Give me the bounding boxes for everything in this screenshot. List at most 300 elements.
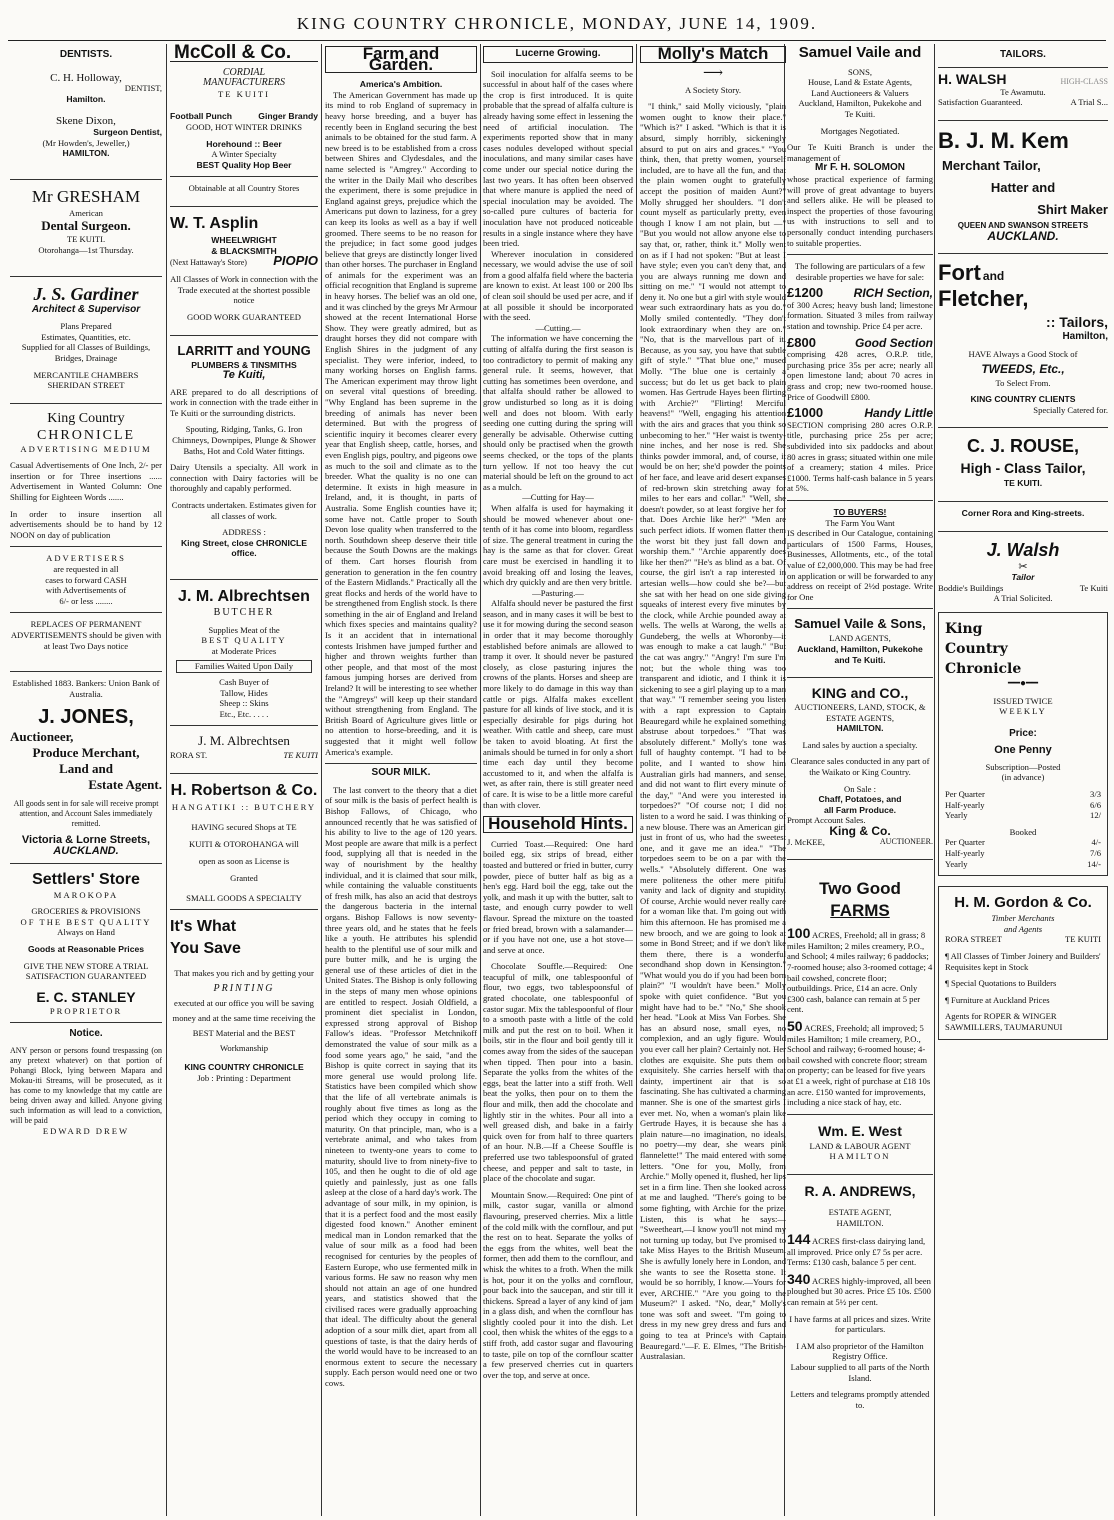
ad-line: Estate Agent. — [88, 777, 162, 793]
masthead-rule — [8, 40, 1106, 41]
ad-line: A Trial S... — [1070, 97, 1108, 108]
ad-line: all Farm Produce. — [823, 804, 897, 815]
ad-line: QUEEN AND SWANSON STREETS — [957, 220, 1089, 230]
ad-line: Always on Hand — [57, 927, 115, 938]
ad-line: SONS, — [847, 66, 873, 77]
ad-line: CORDIAL — [222, 66, 266, 78]
article-body: Curried Toast.—Required: One hard boiled egg, six strips of bread, either toasted and buttered or fried in butter, curry powder, piece of butter half as big as a hen's egg. Hard boil the egg, take out the yolk, and mash it up with the butter, salt to taste, and enough curry powder to well flavour. Spread the mixture on the toasted or fried bread, brown with a salamander—or if you have not one, use a hot stove—and serve at once. — [483, 838, 633, 955]
advertiser-name: J. Walsh — [986, 539, 1060, 560]
ad-line: American — [69, 207, 103, 218]
advertiser-name: Settlers' Store — [32, 870, 140, 888]
ad-line: AUCKLAND. — [53, 844, 119, 857]
ad-notice — [10, 1022, 162, 1136]
ad-line: and Te Kuiti. — [834, 654, 886, 665]
ad-line: PLUMBERS & TINSMITHS — [191, 359, 297, 370]
ad-kc-chronicle-subscription — [938, 612, 1108, 876]
article-heading: Molly's Match — [640, 46, 786, 63]
ad-fort-fletcher — [938, 253, 1108, 415]
ad-line: AUCKLAND. — [987, 228, 1059, 243]
ad-line: Otorohanga—1st Thursday. — [38, 244, 134, 255]
ad-line: ADDRESS : — [222, 527, 266, 538]
property-listing — [787, 405, 933, 494]
ad-line: (in advance) — [1001, 772, 1045, 783]
ad-line: Estimates, Quantities, etc. — [41, 331, 131, 342]
table-cell: Half-yearly — [945, 848, 985, 859]
advertiser-name: H. Robertson & Co. — [170, 781, 318, 799]
ad-line: HAVE Always a Good Stock of — [968, 348, 1078, 359]
ad-line: Hatter and — [990, 179, 1056, 195]
ad-line: Subscription—Posted — [985, 761, 1061, 772]
ad-line: BEST Quality Hop Beer — [196, 159, 292, 170]
column-7 — [938, 44, 1108, 1516]
ad-line: King Country — [47, 410, 125, 426]
ad-body: whose practical experience of farming will prove of great advantage to buyers and sellers alike. He will be pleased to inspect the properties of those favouring us with instructions to sell and to personally conduct intending purchasers to suitable properties. — [787, 173, 933, 248]
table-cell: Yearly — [945, 858, 968, 869]
table-cell: 4/- — [1091, 837, 1101, 848]
ad-line: Specially Catered for. — [1033, 404, 1108, 415]
ad-line: Tailor — [1011, 572, 1035, 583]
ad-line: Auckland, Hamilton, Pukekohe and — [798, 98, 922, 109]
ad-line: PRINTING — [213, 983, 275, 995]
article-heading: Lucerne Growing. — [483, 46, 633, 63]
advertiser-name: Samuel Vaile and — [798, 44, 922, 61]
ad-line: One Penny — [994, 744, 1052, 757]
ad-body: I have farms at all prices and sizes. Write for particulars. — [789, 1313, 931, 1335]
ad-line: GOOD, HOT WINTER DRINKS — [185, 121, 303, 132]
advertiser-name: LARRITT and YOUNG — [177, 342, 311, 358]
advertiser-name: Skene Dixon, — [56, 115, 116, 128]
column-rule — [636, 44, 637, 1516]
ad-body: ¶ All Classes of Timber Joinery and Builders' Requisites kept in Stock — [945, 951, 1101, 972]
advertiser-name: Wm. E. West — [818, 1122, 902, 1139]
ad-line: On Sale : — [844, 783, 876, 794]
listing-price: £800 — [787, 334, 816, 350]
ad-gardiner — [10, 276, 162, 391]
ad-line: HAMILTON. — [62, 148, 110, 159]
ad-line: Booked — [1009, 826, 1037, 837]
property-listing — [787, 1270, 933, 1308]
ad-line: Plans Prepared — [60, 321, 112, 332]
ad-gordon — [938, 886, 1108, 1039]
ad-line: Mr F. H. SOLOMON — [815, 162, 905, 174]
listing-body: ACRES first-class dairying land, all improved. Price only £7 5s per acre. Terms: £130 cash, balance 5 per cent. — [787, 1236, 926, 1268]
ad-line: (Mr Howden's, Jeweller,) — [42, 137, 130, 148]
ad-line: Te Kuiti — [1079, 582, 1108, 593]
ad-body: HAVING secured Shops at TE KUITI & OTOROHANGA will open as soon as License is Granted — [189, 821, 299, 883]
ad-line: SATISFACTION GUARANTEED — [25, 971, 147, 982]
ad-line: Land and — [59, 761, 113, 777]
ad-line: & BLACKSMITH — [211, 245, 277, 256]
ad-line: House, Land & Estate Agents, — [807, 77, 913, 88]
ad-line: HIGH-CLASS — [1060, 76, 1108, 86]
ad-line: PIOPIO — [273, 253, 318, 269]
ad-line: WEEKLY — [999, 706, 1047, 717]
ad-line: OF THE BEST QUALITY — [20, 916, 152, 927]
table-cell: Per Quarter — [945, 789, 985, 800]
property-listing — [787, 285, 933, 332]
article-subheading: A Society Story. — [684, 84, 742, 95]
listing-price: 340 — [787, 1270, 811, 1287]
advertiser-name: R. A. ANDREWS, — [804, 1182, 916, 1199]
advertiser-name: McColl & Co. — [170, 46, 318, 62]
column-6 — [787, 44, 933, 1516]
table-row — [945, 848, 1101, 859]
ad-line: Obtainable at all Country Stores — [170, 176, 318, 194]
ad-line: The Farm You Want — [825, 517, 895, 528]
ad-line: Two Good — [819, 879, 901, 899]
column-4 — [483, 44, 633, 1516]
ad-larritt — [170, 335, 318, 560]
ad-line: ADVERTISING MEDIUM — [20, 443, 152, 454]
ad-settlers-store — [10, 863, 162, 1017]
article-subheading: America's Ambition. — [359, 79, 443, 90]
ad-line: Timber Merchants — [991, 913, 1055, 924]
advertiser-name: J. M. Albrechtsen — [178, 588, 310, 605]
ad-line: Boddie's Buildings — [938, 582, 1004, 593]
ad-line: Supplies Meat of the — [208, 624, 280, 635]
ad-line: King Street, close CHRONICLE office. — [180, 537, 308, 559]
article-heading: SOUR MILK. — [325, 763, 477, 779]
ad-body: ARE prepared to do all descriptions of work in connection with the trade either in Te Kuiti or the surrounding districts. — [170, 386, 318, 418]
advertiser-name: C. H. Holloway, — [50, 71, 122, 84]
ad-line: GIVE THE NEW STORE A TRIAL — [23, 960, 149, 971]
ad-line: Horehound :: Beer — [206, 138, 282, 149]
listing-title: Good Section — [855, 335, 933, 350]
ad-line: WHEELWRIGHT — [211, 234, 277, 245]
table-cell: Half-yearly — [945, 799, 985, 810]
ad-body: The following are particulars of a few desirable properties we have for sale: — [787, 254, 933, 282]
ad-line: TWEEDS, Etc., — [981, 361, 1065, 376]
ad-gresham — [10, 179, 162, 256]
ad-body: Spouting, Ridging, Tanks, G. Iron Chimneys, Downpipes, Plunge & Shower Baths, Hot and Cold Water fittings. — [172, 424, 316, 456]
ad-line: Land Auctioneers & Valuers — [811, 87, 909, 98]
ad-line: A Trial Solicited. — [993, 593, 1053, 604]
ad-body: ¶ Furniture at Auckland Prices — [945, 994, 1050, 1005]
ad-line: Produce Merchant, — [32, 745, 140, 761]
property-listing — [787, 1017, 933, 1108]
advertiser-name: Fletcher, — [938, 286, 1029, 312]
ad-line: MERCANTILE CHAMBERS — [33, 369, 139, 380]
ad-line-pair — [938, 70, 1108, 87]
ad-line: Price: — [1009, 727, 1037, 739]
ad-line: ADVERTISERS — [46, 553, 126, 564]
ad-advertisers — [10, 546, 162, 606]
listing-price: 50 — [787, 1017, 803, 1034]
property-listing — [787, 925, 933, 1015]
table-cell: 12/ — [1090, 810, 1101, 821]
listing-body: of 300 Acres; heavy bush land; limestone formation. Situated 3 miles from railway station and township. Price £4 per acre. — [787, 299, 933, 332]
ad-line: AUCTIONEER. — [879, 836, 933, 846]
ad-body: Our Te Kuiti Branch is under the management of — [787, 142, 933, 163]
table-cell: 6/6 — [1090, 799, 1101, 810]
ad-body: Dairy Utensils a specialty. All work in connection with Dairy factories will be thoroughly and capably performed. — [170, 462, 318, 494]
ad-west — [787, 1114, 933, 1162]
ad-line: LAND AGENTS, — [829, 633, 891, 644]
ad-line: at Moderate Prices — [211, 645, 277, 656]
ad-line-pair — [170, 111, 318, 122]
ad-line: and — [982, 269, 1005, 284]
article-body: When alfalfa is used for haymaking it should be mowed whenever about one-tenth of it has come into bloom, regardless of size. The general treatment in curing the hay is the same as that for clover. Great care must be exercised in handling it to avoid breaking off and losing the leaves, which dry quickly and are then very brittle. — [483, 502, 633, 588]
ad-line: Cash Buyer of — [219, 676, 269, 687]
ad-body: All goods sent in for sale will receive prompt attention, and Account Sales immediately remitted. — [13, 799, 159, 829]
ad-line-pair — [170, 750, 318, 761]
article-heading: Farm and Garden. — [325, 46, 477, 73]
ad-line: Notice. — [69, 1028, 103, 1040]
scissors-icon: ✂ — [1018, 560, 1028, 573]
ad-line: E. C. STANLEY — [36, 988, 136, 1005]
ad-line: LAND & LABOUR AGENT — [809, 1140, 911, 1151]
ad-jones — [10, 671, 162, 856]
ad-line-pair — [938, 260, 1108, 286]
ad-line: with Advertisements of — [45, 585, 127, 596]
ad-line: J. McKEE, — [787, 836, 825, 847]
ad-line: You Save — [170, 940, 241, 958]
ad-line: GOOD WORK GUARANTEED — [187, 311, 301, 322]
ad-body: Casual Advertisements of One Inch, 2/- per insertion or for Three insertions ...... Advertisement in Wanted Column: One Shilling for Eighteen Words ....... — [10, 460, 162, 503]
ad-line: Tallow, Hides — [220, 687, 268, 698]
article-body: Soil inoculation for alfalfa seems to be successful in about half of the cases where the crop is first introduced. It is quite probable that the spread of alfalfa culture is already having some effect in lessening the need of artificial inoculation. The experiments reported show that in many cases nodules developed without special inoculations, and many similar cases have come under our special notice during the last two years. It has often been observed that where manure is applied the need of special inoculation may be avoided. The so-called pure cultures of bacteria for inoculation have not produced noticeable results in a single instance where they have been tried. — [483, 68, 633, 249]
table-cell: Yearly — [945, 810, 968, 821]
listing-price: 144 — [787, 1231, 811, 1248]
ad-line: Shirt Maker — [1037, 201, 1108, 217]
ornament-icon: ⟶ — [702, 65, 724, 81]
ad-line: Victoria & Lorne Streets, — [21, 834, 151, 847]
ad-line: Te Awamutu. — [1000, 86, 1046, 97]
advertiser-name: J. M. Albrechtsen — [198, 733, 290, 749]
ad-line: RORA STREET — [945, 934, 1003, 945]
ad-line: 6/- or less ........ — [59, 595, 113, 606]
ad-line: and Agents — [1003, 923, 1043, 934]
ad-body: Clearance sales conducted in any part of the Waikato or King Country. — [790, 756, 930, 778]
column-rule — [480, 44, 481, 1516]
ad-line: Merchant Tailor, — [942, 157, 1041, 173]
ad-line: Auckland, Hamilton, Pukekohe — [797, 643, 923, 654]
article-body: The last convert to the theory that a diet of sour milk is the basis of perfect health is Bishop Fallows, of Chicago, who announced recently that he was satisfied of his ability to live to the age of 120 years. Most people are aware that milk is a perfect food, supplying all that is needed in the way of nourishment by the healthy individual, and it is claimed that sour milk, while containing the valuable constituents of fresh milk, has also an acid that destroys the dangerous bacteria in the internal organs. Bishop Fallows is now seventy-three years old, and he states that he feels like a youth. He attributes his splendid health to the plentiful use of sour milk and pure butter milk, and he is urging the general use of these articles of diet in the United States. The Bishop is only following in the steps of many men whose opinions are entitled to respect. Josiah Oldfield, a prominent diet specialist in London, expressed strong approval of Bishop Fallow's ideas. "Professor Metchnikoff demonstrated the value of sour milk as a food some years ago," he said, "and the Bishop is quite correct in saying that its more general use would prolong life. Statistics have been compiled which show that the life of all vertebrate animals is roughly about five times as long as the period which they occupy in coming to maturity. On that principle, man, who is a vertebrate animal, and who takes from nineteen to twenty-one years to come to maturity, should live to from ninety-five to 105, and then he ought to die of old age quietly and painlessly, just as one falls asleep at the close of a hard day's work. The advantage of sour milk, in my opinion, is that it is a perfect food and the most easily digested food known." Another eminent medical man in London remarked that the value of sour milk as a food had been recognised for centuries by the peoples of Eastern Europe, who use fermented milk in various forms. He saw no reason why men should not attain an age of one hundred years, and statistics showed that the civilised races were gradually approaching that ideal. The difficulty about the general adoption of a sour milk diet, apart from all questions of taste, is that the dairy herds of the world would have to be increased to an enormous extent to secure the necessary supply. Each person would need one or two cows. — [325, 784, 477, 1389]
column-1 — [10, 44, 162, 1516]
ad-two-good-farms — [787, 859, 933, 1108]
ad-body: IS described in Our Catalogue, containing particulars of 1500 Farms, Houses, Businesses, Allotments, etc., of the total value of £2,000,000. This may be had free on application or will be forwarded to any address on receipt of 2½d postage. Write for One — [787, 528, 933, 602]
advertiser-name: W. T. Asplin — [170, 214, 259, 232]
property-listing — [787, 1231, 933, 1268]
ad-line: are requested in all — [53, 564, 119, 575]
ad-albrechtsen — [170, 579, 318, 719]
listing-body: ACRES, Freehold; all improved; 5 miles Hamilton; 1 mile creamery, P.O., School and railway; 6-roomed house; 4-bail cowshed with concrete floor; stream on property; can be leased for five years at £1 a week, right of purchase at £18 10s an acre. £150 wanted for improvements, including a nice stack of hay, etc. — [787, 1022, 931, 1108]
ad-line: HAMILTON. — [836, 723, 884, 734]
ad-line: Te Kuiti, — [222, 369, 266, 382]
advertiser-name: B. J. M. Kem — [938, 127, 1069, 153]
ad-line: TE KUITI — [217, 88, 271, 99]
ad-kc-advertising — [10, 403, 162, 541]
column-2 — [170, 44, 318, 1516]
article-subheading: —Cutting for Hay— — [522, 492, 594, 503]
ad-line: AUCTIONEERS, LAND, STOCK, & ESTATE AGENTS, — [794, 702, 926, 723]
ad-line: Architect & Supervisor — [31, 303, 141, 315]
ad-line: Hamilton, — [1062, 331, 1108, 343]
ad-line: Corner Rora and King-streets. — [938, 501, 1108, 519]
column-5 — [640, 44, 786, 1516]
ad-line: HAMILTON. — [836, 1217, 884, 1228]
article-subheading: —Cutting.— — [535, 322, 581, 333]
ad-line: cases to forward CASH — [45, 574, 127, 585]
ad-line: Football Punch — [170, 111, 233, 122]
ad-line: SMALL GOODS A SPECIALTY — [186, 892, 302, 903]
ad-line: Goods at Reasonable Prices — [27, 943, 145, 954]
article-body: The information we have concerning the cutting of alfalfa during the first season is too contradictory to permit of making any general rule. It seems, however, that cutting has sometimes been overdone, and that alfalfa should rather be allowed to grow undisturbed so long as it is doing well and does not bloom. With early seeding one cutting during the spring will generally be advisable. Otherwise cutting should only be practised when the growth seems checked, or the tops of the plants turn yellow. If not too heavy the cut material should be left on the ground to act as a mulch. — [483, 333, 633, 492]
ad-line: TO BUYERS! — [787, 500, 933, 518]
ad-line: (Next Hattaway's Store) — [170, 258, 247, 268]
ad-line: SHERIDAN STREET — [47, 380, 125, 391]
ad-line: Job : Printing : Department — [197, 1072, 291, 1083]
table-row — [945, 837, 1101, 848]
ad-line: To Select From. — [995, 377, 1051, 388]
article-subheading: —Pasturing.— — [532, 587, 584, 598]
table-row — [945, 859, 1101, 870]
ad-body: Labour supplied to all parts of the North Island. — [790, 1362, 930, 1383]
subscription-table — [945, 837, 1101, 869]
subscription-table — [945, 789, 1101, 821]
article-body: "I think," said Molly viciously, "plain women ought to know their place." "Which is?" I asked. "Which is that it is absurd, simply horribly, sickeningly absurd to put on airs and graces." "You think, then, that pretty women, yourself included, are to have all the fun, and that the plain women ought to gratefully accept the position of maiden Aunt?" Molly shrugged her shoulders. "I don't count myself as particularly pretty, even though I know I am not plain, but —" "But you would not allow anyone else to say that, or, rather, think it." Molly went on as if I had not spoken: "But at least I have style; even you can't deny that, and you are always running me down and sitting on me." "I would not attempt to deny it. No one but a girl with style would wear such extraordinary hats as you do." Molly smiled contentedly. "They don't look extraordinary when they are on." "No, that is the marvellous part of it. Because, as you say, you have that subtle gift of style." "That blue one," mused Molly. "The blue one is certainly a success; but do let us get back to plain women. Has Gertrude Hayes been flirting with Archie?" "Flirting! Merciful heavens!" "Well, engaging his attention with the airs and graces that you think so unbecoming to her." "Her waist is twenty-nine inches, and her nose is red. She thinks powder immoral, and, of course, it would be on her; she'd powder the points of her face, and leave arid desert expanses of red-brown skin stretching away for miles to her ears and collar." "Well, she doesn't powder, so at least forgive her for that. Does Archie like her?" "Men are such perfect idiots. If women flatter them the worst bit they just fall down and worship them." "Archie apparently does like her then?" "He's as blind as a bat. Of course, the girl isn't a rap interested in artesian wells—how could she be?—but she sat with her head on one side giving squeaks of interest every five minutes by the clock, while Archie pounded away at wells. The wells at Warong, the wells at Gundeberg, the wells at Whoronby—it was enough to make a cat laugh." "But the cat was angry." "Angry! I'm sure I'm not; but the whole thing was too transparent and idiotic, and I think it is sickening to see a girl playing up to a man that way." "I remember seeing you listen with a rapt expression to Captain Beauregard while he explained something abstruse about torpedoes." "That was absolutely different." Molly's tone was full of haughty contempt. "I had to be polite, and I wanted to show him Australian girls had manners, and sense, and did not want to flirt every minute of the day," "And were you interested in torpedoes?" "Of course not; I did not listen to a word he said. I was thinking of a new blouse. There was an American girl just in front of us, who had the sweetest one, and it gave me an idea." "The torpedoes seem to be on a par with the wells." "Absolutely different. One was mere politeness the other mere pitiful vanity and lack of dignity and stupidity. Of course, Archie would never really care for a woman like that. I'm going out with him this afternoon. He has promised me a new brooch, and we are going to look at some in Bond Street; and if we don't like them there, there is a wonderful secondhand shop down in Kensington." "What would you do if you had been born plain?" "I wouldn't have been." Molly spoke with quiet confidence. "But you might have had to be." "No," She shook her head. "Look at Miss Van Forbes. She has an absurd nose, small eyes, no complexion, and an ugly figure. Would you ever call her plain? Certainly not. Her clothes are exquisite. She puts them on exquisitely. She carries herself with that dainty, impertinent air that is so fascinating. She has cultivated a charming manner. She is one of the smartest girls I ever met. No, when a woman's plain like Gertrude Hayes, it is because she has a plain nature—no imagination, no ideals, no poetry—my dear, she wears pink flannelette!" The maid entered with some letters. "One for you, Molly, from Archie." Molly opened it, flushed, her lips set in a firm line. Then she looked across at me and laughed. "There's going to be some fighting, with Archie for the prize. Listen, this is what he says:— "Sweetheart,—I know you'll not mind my not turning up today, but I've promised to take Miss Hayes to the British Museum. She is awfully lonely here in London, and she wants to see the Rosetta stone. It would be so horribly, I know.—Yours for ever, ARCHIE." "Are you going to the Museum?" I asked. "No, dear," Molly's tone was soft and sweet. "I'm going to dress in my new grey dress and furs and going to tea at Prince's with Captain Beauregard."—F. E. Elmes, "The British-Australasian. — [640, 101, 786, 1362]
ad-line: Established 1883. Bankers: Union Bank of Australia. — [12, 678, 160, 699]
ad-line: King & Co. — [829, 824, 891, 839]
column-rule — [934, 44, 935, 1516]
listing-price: £1000 — [787, 405, 824, 421]
listing-title: Handy Little — [864, 406, 933, 421]
ad-line: Country — [945, 640, 1008, 657]
ad-line: Ginger Brandy — [258, 111, 318, 122]
ad-line: TE KUITI — [283, 750, 318, 761]
ad-body: ¶ Special Quotations to Builders — [945, 978, 1057, 989]
ad-j-walsh — [938, 531, 1108, 604]
article-body: Alfalfa should never be pastured the first season, and in many cases it will be best to use it for mowing during the second season in order that it may become thoroughly established before animals are allowed to tramp it over. It should never be pastured closely, as close pasturing injures the crowns of the plants. Horses and sheep are more likely to do damage in this way than cattle or pigs. Alfalfa makes excellent pasture for all kinds of live stock, and it is especially desirable for pigs during hot weather. With cattle and sheep, care must be taken to avoid bloating. At first the animals should be turned in for only a short time each day until they become accustomed to it, and when the alfalfa is wet, as after rain, there is still greater need of care. It is wise to be a little more careful than with clover. — [483, 598, 633, 810]
ad-andrews — [787, 1174, 933, 1411]
ad-line: Auctioneer, — [10, 729, 74, 745]
ad-line: MANUFACTURERS — [202, 77, 286, 89]
ad-holloway — [10, 73, 162, 105]
column-rule — [166, 44, 167, 1516]
ornament-icon: ━━●━━ — [1007, 677, 1039, 689]
table-row — [945, 789, 1101, 800]
ad-line: BEST QUALITY — [201, 635, 287, 646]
ad-line-pair — [938, 583, 1108, 594]
ad-line: GROCERIES & PROVISIONS — [31, 906, 141, 917]
ad-line-pair — [938, 97, 1108, 108]
article-body: Wherever inoculation in considered necessary, we would advise the use of soil from a good alfalfa field where the bacteria are known to exist. At least 100 or 200 lbs of clean soil should be used per acre, and if at all possible it should be incorporated with the seed. — [483, 248, 633, 323]
column-3 — [325, 44, 477, 1516]
ad-asplin — [170, 206, 318, 323]
listing-body: ACRES highly-improved, all been ploughed but 30 acres. Price £5 10s. £500 can remain at 5½ per cent. — [787, 1275, 931, 1308]
ad-bjm-kemp — [938, 120, 1108, 242]
advertiser-name: J. S. Gardiner — [33, 283, 139, 304]
table-row — [945, 810, 1101, 821]
advertiser-name: H. M. Gordon & Co. — [954, 894, 1092, 912]
ad-robertson — [170, 773, 318, 903]
ad-h-walsh — [938, 67, 1108, 108]
ad-line: ISSUED TWICE — [993, 695, 1053, 706]
article-heading: Household Hints. — [483, 816, 633, 833]
ad-line: Dental Surgeon. — [41, 218, 131, 234]
listing-title: RICH Section, — [853, 286, 933, 301]
column-rule — [321, 44, 322, 1516]
advertiser-name: KING and CO., — [811, 685, 909, 702]
ad-line: King — [945, 620, 983, 637]
ad-vaile-sons — [787, 608, 933, 665]
ad-its-what — [170, 909, 318, 1083]
ad-line: Families Waited Upon Daily — [176, 660, 312, 673]
ad-line: EDWARD DREW — [42, 1125, 130, 1136]
table-row — [945, 800, 1101, 811]
ad-line: TE KUITI. — [66, 234, 106, 245]
ad-line: TE KUITI. — [1003, 478, 1043, 489]
article-body: Chocolate Souffle.—Required: One teacupful of milk, one tablespoonful of flour, two eggs, two tablespoonsful of grated chocolate, one tablespoonful of castor sugar. Mix the tablespoonful of flour to a smooth paste with a little of the cold milk and put the rest on to boil. When it boils, stir in the flour and boil gently till it comes away from the sides of the saucepan when tipped. Then pour into a basin. Separate the yolks from the whites of the eggs, beat the latter into a stiff froth. Well beat the yolks, then pour on to them the flour and milk, then add the chocolate and lightly stir in the whites. Pour all into a well greased dish, and bake in a fairly quick oven for from half to three quarters of an hour. N.B.—If a Cheese Souffle is preferred use two tablespoonsful of grated cheese, and pepper and salt to taste, in place of the chocolate and sugar. — [483, 961, 633, 1184]
ad-body: Contracts undertaken. Estimates given for all classes of work. — [171, 500, 317, 521]
ad-body: That makes you rich and by getting your — [174, 968, 314, 979]
ad-line: :: Tailors, — [1046, 314, 1108, 331]
listing-body: ACRES, Freehold; all in grass; 8 miles Hamilton; 2 miles creamery, P.O., and School; 4 miles railway; 6 paddocks; 7-roomed house; also 3-roomed cottage; 4 bail cowshed, concrete floor; outbuildings. Price, £14 an acre. Only £300 cash, balance can remain at 5 per cent. — [787, 930, 933, 1015]
ad-line: CHRONICLE — [36, 427, 136, 443]
ad-line: Supplied for all Classes of Buildings, Bridges, Drainage — [21, 342, 151, 363]
ad-line: Surgeon Dentist, — [93, 126, 162, 137]
listing-body: SECTION comprising 280 acres O.R.P. title, purchasing price 25s per acre; subdivided into six paddocks and about 80 acres in grass; situated within one mile of a creamery; station 4 miles. Price £1000. Terms half-cash balance in 5 years at 5%. — [787, 419, 933, 494]
ad-body: Letters and telegrams promptly attended to. — [790, 1389, 930, 1410]
ad-body: In order to insure insertion all advertisements should be to hand by 12 NOON on day of publication — [10, 508, 162, 540]
ad-line-pair — [945, 934, 1101, 945]
ad-body: Agents for ROPER & WINGER SAWMILLERS, TAUMARUNUI — [945, 1011, 1063, 1032]
ad-line-pair — [787, 837, 933, 848]
table-cell: 7/6 — [1090, 848, 1101, 859]
ad-line: KING COUNTRY CHRONICLE — [184, 1062, 304, 1073]
ad-line: PROPRIETOR — [49, 1005, 123, 1016]
ad-line: A Winter Specialty — [211, 149, 277, 160]
ad-line: High - Class Tailor, — [960, 460, 1086, 477]
advertiser-name: Fort — [938, 260, 981, 286]
ad-mccoll — [170, 46, 318, 194]
ad-line: MAROKOPA — [53, 889, 119, 900]
ad-line-pair — [170, 253, 318, 269]
ad-line: HANGATIKI :: BUTCHERY — [171, 801, 317, 812]
ad-line: HAMILTON — [829, 1151, 891, 1162]
ad-line: Te Kuiti. — [844, 108, 876, 119]
ad-line: BUTCHER — [213, 607, 275, 618]
ad-line: Satisfaction Guaranteed. — [938, 97, 1023, 108]
ad-line: Prompt Account Sales. — [787, 815, 866, 826]
ad-line: Etc., Etc. . . . . — [219, 708, 269, 719]
ad-body: ANY person or persons found trespassing (on any pretext whatever) on that portion of Pohangi Block, lying between Mapara and Mokau-iti Streams, will be prosecuted, as it has come to my knowledge that my cattle are being driven away and killed. Anyone giving such information as will lead to a conviction, will be paid — [10, 1045, 162, 1125]
article-body: Mountain Snow.—Required: One pint of milk, castor sugar, vanilla or almond flavouring, preserved cherries. Mix a little of the cold milk with the cornflour, and put the rest on to heat. Separate the yolks of the eggs from the whites, well beat the former, then add them to the cornflour, and whisk the whites to a froth. When the milk is hot, pour it on the yolks and cornflour, pour back into the saucepan, and stir till it thickens. Spread a layer of any kind of jam in a glass dish, and when the cornflour has slightly cooled pour it into the dish. Let cool, then whisk the whites of the eggs to a stiff froth, add castor sugar and flavouring to taste, pile on top of the cornflour scatter a few preserved cherries cut in quarters over the top, and serve at once. — [483, 1189, 633, 1380]
ad-line: ESTATE AGENT, — [828, 1206, 892, 1217]
ad-line: DENTIST, — [124, 83, 162, 94]
section-heading: DENTISTS. — [59, 49, 113, 60]
ad-line: TE KUITI — [1064, 934, 1101, 945]
ad-line: Mortgages Negotiated. — [820, 125, 900, 136]
advertiser-name: C. J. ROUSE, — [966, 436, 1080, 457]
section-heading: TAILORS. — [1000, 49, 1046, 60]
ad-body: I AM also proprietor of the Hamilton Registry Office. — [796, 1340, 924, 1362]
ad-albrechtsen-2 — [170, 725, 318, 761]
ad-line: Sheep :: Skins — [219, 698, 269, 709]
ad-rouse — [938, 427, 1108, 518]
listing-body: comprising 428 acres, O.R.P. title, purchasing price 35s per acre; nearly all open limestone land; about 70 acres in grass and crop; new two-roomed house. Price of Goodwill £800. — [787, 349, 933, 402]
advertiser-name: J. JONES, — [38, 706, 134, 729]
advertiser-name: Samuel Vaile & Sons, — [794, 616, 926, 632]
ad-skene — [10, 116, 162, 158]
table-cell: 14/- — [1087, 858, 1101, 869]
property-listing — [787, 334, 933, 403]
article-body: The American Government has made up its mind to rob England of supremacy in heavy horse breeding, and a buyer has recently been in England securing the best animals to be obtained for the stud farm. A new breed is to be established from a cross between Shires and Clydesdales, and the name selected is "Amgrey." According to the writer in the Daily Mail who describes the experiment, there is some prejudice in England against greys, prejudice which the Americans put down to laziness, for a grey can keep its looks as well as a bay if well groomed. There seems to be no reason for the prejudice; in fact some good judges believe that greys are distinctly longer lived than other horses. The purchaser in England of animals for the experiment was an official recognition that England is supreme in heavy horses. The belief was an old one, and it was clinched by the greys Mr Armour showed at the recent International Horse Show. They were greatly admired, but as draught horses they did not compare with English Shires in the judgment of any specialist. They were inferior, indeed, to many working horses on English farms. The American experiment may throw light on several vital questions of breeding. "Why England has been supreme in the breeding of animals has never been determined. But with the progress of scientific inquiry it becomes clearer every year that English sheep, cattle, horses, and even English pigs, poultry, and pigeons owe as much to the soil and climate as to the breeder. What the quality is no one can determine. It exists in high measure in Ireland, and, it is thought, in parts of Australia. Some English counties have it; some have not. Cattle proper to South Devon lose quality when transferred to the north. Southdown sheep deserve their title because the South Downs are the makings of them. Cart horses flourish from generation to generation in the fen country of the Eastern Midlands." Practically all the great flocks and herds of the world have to be strengthened from English stock. Is there something in the air of England and Ireland which fixes species and maintains quality? Is it an accident that in international contests Irishmen have jumped further and higher and thrown weights further than other people, and that most of the most famous jumping horses are derived from Ireland? It will be interesting to see whether the "Amgreys" will keep up their standard without strengthening from England. The British Board of Agriculture gives little or no attention to horse-breeding, and it is suggested that it might well follow America's example. — [325, 89, 477, 757]
masthead: KING COUNTRY CHRONICLE, MONDAY, JUNE 14, 1909. — [296, 14, 818, 33]
ad-line: Hamilton. — [66, 93, 106, 104]
ad-line: RORA ST. — [170, 750, 208, 761]
table-cell: Per Quarter — [945, 837, 985, 848]
